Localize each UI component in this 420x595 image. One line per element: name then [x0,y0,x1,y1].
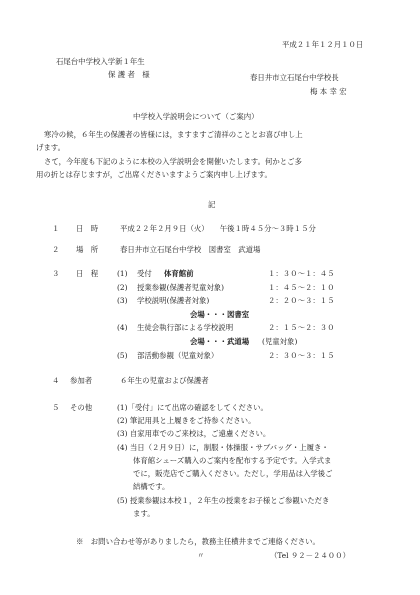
document-date: 平成２１年１２月１０日 [282,40,364,49]
section-2-number: ２ [52,245,60,254]
contact-ditto-mark: 〃 [197,551,205,560]
schedule-item-2-num: (2) [117,283,128,292]
document-title: 中学校入学説明会について（ご案内） [133,112,259,121]
schedule-item-3-text: 学校説明(保護者対象) [137,296,210,305]
addressee-line-1: 石尾台中学校入学新１年生 [56,57,145,66]
section-5-label: その他 [70,403,93,412]
schedule-item-3-time: ２：２０～３：１５ [268,296,335,305]
section-4-number: ４ [52,376,60,385]
intro-para2-line2: 用の折とは存じますが，ご出席くださいますようご案内申し上げます。 [36,170,272,179]
schedule-item-1-time: １：３０～１：４５ [268,269,335,278]
schedule-venue-dojo: 会場・・・武道場 [190,337,250,346]
note-item-5-line1: (5) 授業参観は本校１，２年生の授業をお子様とご参観いただき [117,496,330,505]
schedule-item-5-time: ２：３０～３：１５ [268,351,335,360]
note-item-5-line2: ます。 [133,509,155,518]
intro-para1-line2: げます。 [36,143,65,152]
section-5-number: ５ [52,403,60,412]
schedule-venue-dojo-note: (児童対象) [262,337,298,346]
section-1-label: 日 時 [76,224,99,233]
schedule-item-5-text: 部活動参観（児童対象） [137,351,219,360]
schedule-item-5-num: (5) [117,351,128,360]
note-item-1: (1)「受付」にて出席の確認をしてください。 [117,403,268,412]
note-item-3: (3) 自家用車でのご来校は，ご遠慮ください。 [117,429,271,438]
schedule-venue-library: 会場・・・図書室 [190,310,250,319]
sender-principal: 梅 本 幸 宏 [310,87,347,96]
schedule-item-1-venue: 体育館前 [164,269,194,278]
note-item-4-line1: (4) 当日（２月９日）に，制服・体操服・サブバッグ・上履き・ [117,443,329,452]
contact-phone: （Tel ９２－２４００） [270,551,350,560]
section-2-value: 春日井市立石尾台中学校 図書室 武道場 [120,245,261,254]
section-1-value: 平成２２年２月９日（火） 午後１時４５分～３時１５分 [120,224,316,233]
schedule-item-2-text: 授業参観(保護者児童対象) [137,283,225,292]
addressee-line-2: 保 護 者 様 [108,70,150,79]
sender-school: 春日井市立石尾台中学校長 [250,73,339,82]
section-2-label: 場 所 [76,245,99,254]
section-3-label: 日 程 [76,269,99,278]
intro-para1-line1: 寒冷の候，６年生の保護者の皆様には，ますますご清祥のこととお喜び申し上 [44,130,303,139]
section-1-number: １ [52,224,60,233]
note-item-4-line4: 結構です。 [133,482,170,491]
schedule-item-4-num: (4) [117,323,128,332]
schedule-item-1-num: (1) [117,269,128,278]
contact-note: ※ お問い合わせ等がありましたら，教務主任横井までご連絡ください。 [76,537,320,546]
intro-para2-line1: さて，今年度も下記のように本校の入学説明会を開催いたします。何かとご多 [44,157,302,166]
note-item-4-line3: でに，販売店でご購入ください。ただし，学用品は入学後ご [133,469,333,478]
section-4-label: 参加者 [70,376,93,385]
note-item-4-line2: 体育館シューズ購入のご案内を配布する予定です。入学式ま [133,456,332,465]
schedule-item-4-text: 生徒会執行部による学校説明 [137,323,234,332]
ki-heading: 記 [208,200,216,209]
note-item-2: (2) 筆記用具と上履きをご持参ください。 [117,416,256,425]
schedule-item-4-time: ２：１５～２：３０ [268,323,335,332]
schedule-item-1-text: 受付 [137,269,152,278]
section-4-value: ６年生の児童および保護者 [120,376,209,385]
schedule-item-3-num: (3) [117,296,128,305]
section-3-number: ３ [52,269,60,278]
schedule-item-2-time: １：４５～２：１０ [268,283,335,292]
